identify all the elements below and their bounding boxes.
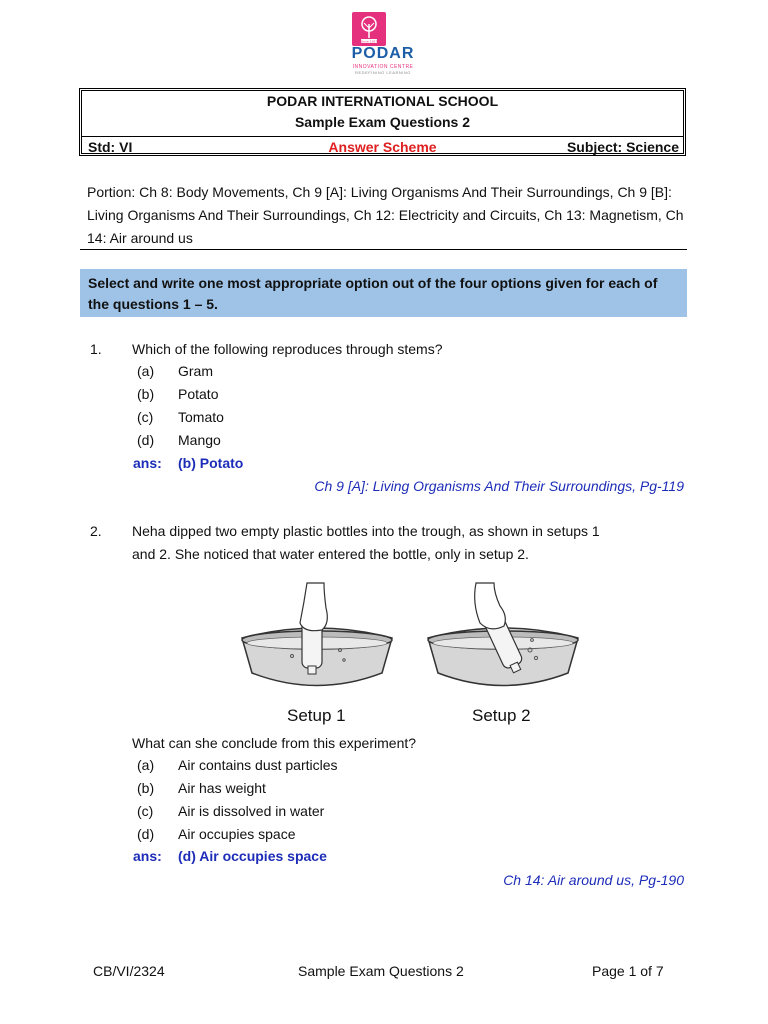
question-text: What can she conclude from this experiment? [132,735,417,751]
option-text: Air contains dust particles [178,757,338,773]
option-label: (b) [137,386,155,402]
option-text: Air occupies space [178,826,296,842]
trough-illustration [232,578,592,728]
header-box [79,88,686,156]
logo-tree-icon [352,12,386,46]
option-text: Tomato [178,409,224,425]
trough-setup-1 [242,583,392,686]
footer-title: Sample Exam Questions 2 [298,963,464,979]
option-text: Gram [178,363,213,379]
portion-text: Portion: Ch 8: Body Movements, Ch 9 [A]: Living Organisms And Their Surroundings, Ch 9 [B]: Living Organisms And Their Surroundings, Ch 12: Electricity and Circuits, Ch 13: Magnetism, Ch 14: Air around us [87,184,684,246]
question-text: Which of the following reproduces through stems? [132,341,443,357]
option-label: (b) [137,780,155,796]
footer-page-number: Page 1 of 7 [592,963,664,979]
option-label: (a) [137,757,155,773]
logo-tagline: REDEFINING LEARNING [355,70,411,75]
instruction-banner: Select and write one most appropriate option out of the four options given for each of the questions 1 – 5. [80,269,687,317]
question-number: 2. [90,523,102,539]
option-label: (d) [137,826,155,842]
answer-label: ans: [133,455,162,471]
school-name: PODAR INTERNATIONAL SCHOOL [266,93,499,109]
logo-badge: Since 1927 [360,39,378,44]
option-text: Mango [178,432,221,448]
header-info-row [82,136,683,155]
podar-logo [333,12,433,78]
answer-text: (b) Potato [178,455,244,471]
figure-caption-setup-1: Setup 1 [287,706,346,725]
trough-setup-2 [428,583,578,686]
option-label: (c) [137,803,154,819]
answer-label: ans: [133,848,162,864]
option-text: Air is dissolved in water [178,803,325,819]
question-text: and 2. She noticed that water entered the bottle, only in setup 2. [132,546,529,562]
question-number: 1. [90,341,102,357]
logo-name: PODAR [351,45,415,62]
chapter-reference: Ch 14: Air around us, Pg-190 [503,872,684,888]
option-text: Air has weight [178,780,266,796]
footer-code: CB/VI/2324 [93,963,165,979]
question-text: Neha dipped two empty plastic bottles into the trough, as shown in setups 1 [132,523,600,539]
option-label: (d) [137,432,155,448]
option-label: (a) [137,363,155,379]
experiment-figure [232,578,592,728]
subject-label: Subject: Science [566,139,679,155]
chapter-reference: Ch 9 [A]: Living Organisms And Their Surroundings, Pg-119 [314,478,684,494]
exam-title: Sample Exam Questions 2 [294,114,471,130]
answer-text: (d) Air occupies space [178,848,327,864]
option-label: (c) [137,409,154,425]
standard-label: Std: VI [88,139,133,155]
divider [80,249,687,250]
logo-subtitle: INNOVATION CENTRE [352,64,414,70]
figure-caption-setup-2: Setup 2 [472,706,531,725]
option-text: Potato [178,386,219,402]
answer-scheme-label: Answer Scheme [328,139,437,155]
